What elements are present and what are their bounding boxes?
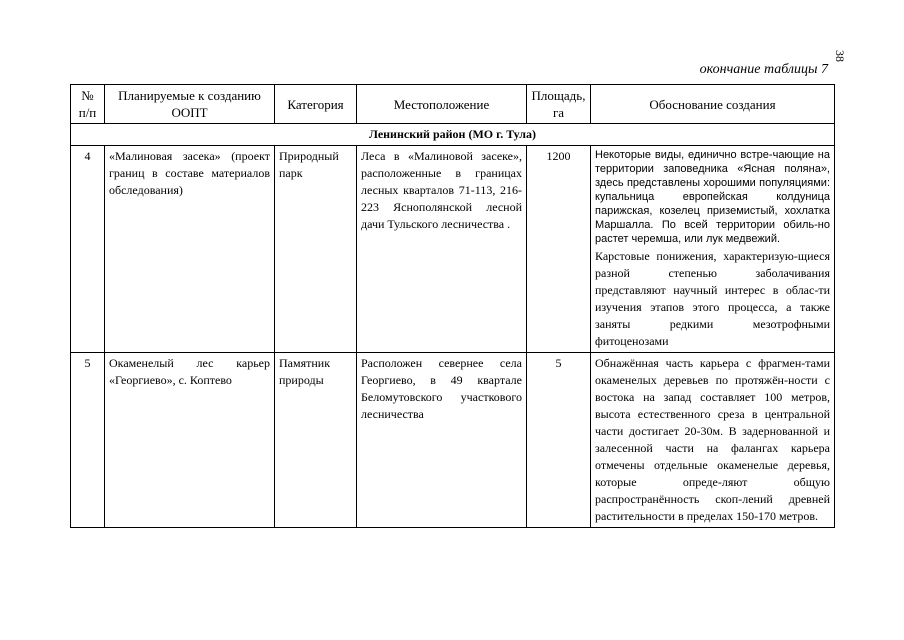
- cell-num: 5: [71, 353, 105, 528]
- table-row: [71, 146, 835, 353]
- header-num: № п/п: [71, 85, 105, 124]
- header-location: Местоположение: [357, 85, 527, 124]
- cell-category: Памятник природы: [275, 353, 357, 528]
- cell-area: 1200: [527, 146, 591, 353]
- header-category: Категория: [275, 85, 357, 124]
- cell-category: Природный парк: [275, 146, 357, 353]
- table-header-row: [71, 85, 835, 124]
- header-area: Площадь, га: [527, 85, 591, 124]
- cell-area: 5: [527, 353, 591, 528]
- cell-name: Окаменелый лес карьер «Георгиево», с. Коптево: [105, 353, 275, 528]
- table-caption: окончание таблицы 7: [699, 62, 828, 77]
- section-row: [71, 124, 835, 146]
- cell-location: Расположен севернее села Георгиево, в 49 квартале Беломутовского участкового лесничества: [357, 353, 527, 528]
- cell-location: Леса в «Малиновой засеке», расположенные в границах лесных кварталов 71-113, 216-223 Яснополянской лесной дачи Тульского лесничества .: [357, 146, 527, 353]
- cell-num: 4: [71, 146, 105, 353]
- page-number: 38: [833, 50, 847, 62]
- protected-areas-table: [70, 84, 835, 528]
- table-row: [71, 353, 835, 528]
- reason-paragraph: Карстовые понижения, характеризую-щиеся разной степенью заболачивания представляют научный интерес в облас-ти изучения этапов этого процесса, а также заняты редкими мезотрофными фитоценозами: [595, 249, 830, 348]
- header-name: Планируемые к созданию ООПТ: [105, 85, 275, 124]
- reason-paragraph: Некоторые виды, единично встре-чающие на территории заповедника «Ясная поляна», здесь представлены хорошими популяциями: купальница европейская колдуница парижская, козелец приземистый, хохлатка Маршалла. По всей территории обиль-но растет черемша, или лук медвежий.: [595, 149, 830, 245]
- header-reason: Обоснование создания: [591, 85, 835, 124]
- cell-reason: [591, 146, 835, 353]
- cell-name: «Малиновая засека» (проект границ в составе материалов обследования): [105, 146, 275, 353]
- cell-reason: Обнажённая часть карьера с фрагмен-тами окаменелых деревьев по протяжён-ности с востока на запад составляет 100 метров, высота естественного среза в центральной части достигает 20-30м. В задернованной и залесенной части на фалангах карьера отмечены отдельные окаменелые деревья, которые опреде-ляют общую распространённость скоп-лений древней растительности в пределах 150-170 метров.: [591, 353, 835, 528]
- section-title: Ленинский район (МО г. Тула): [71, 124, 835, 146]
